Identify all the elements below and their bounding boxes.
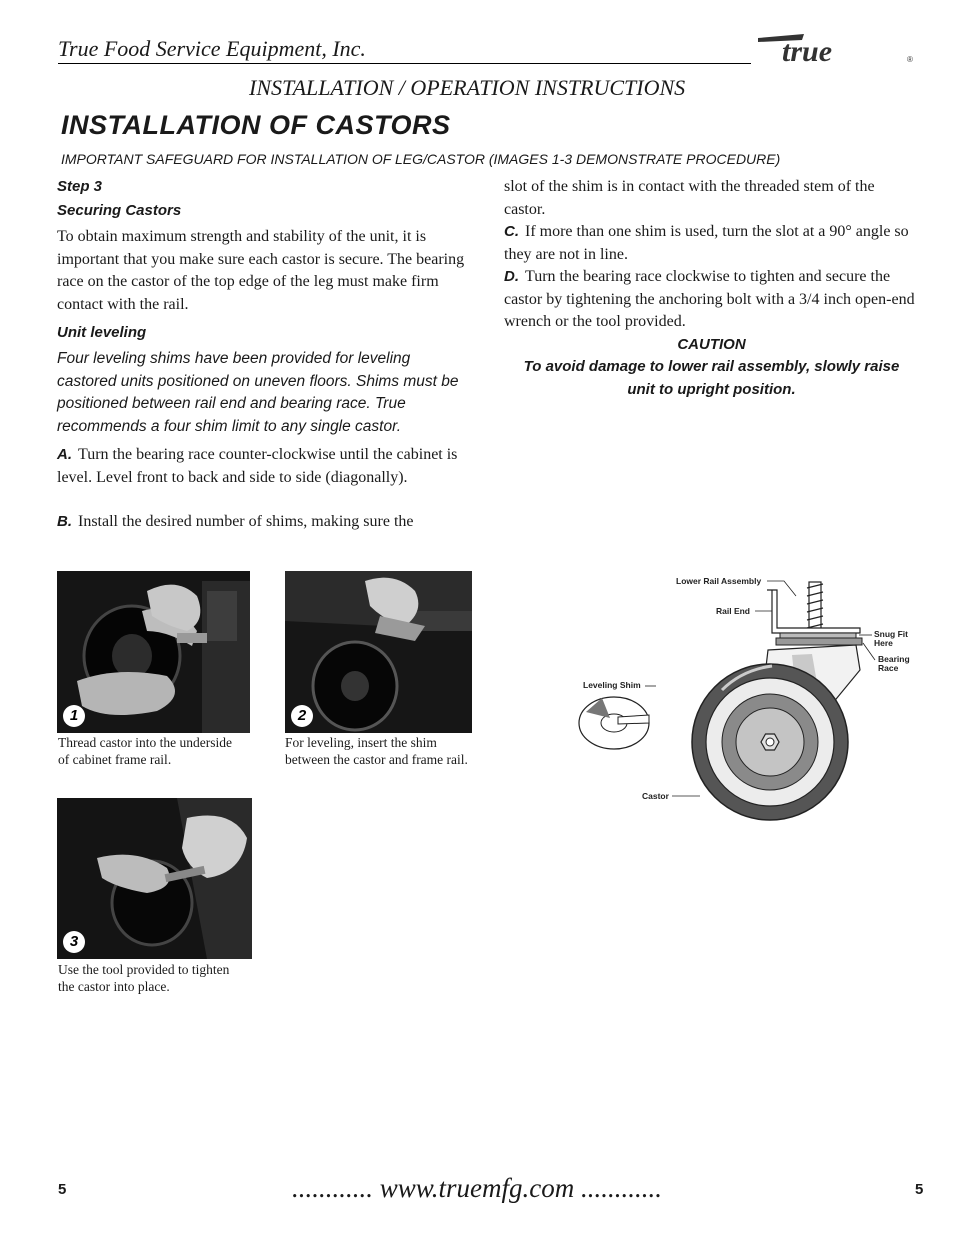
logo-text: true [782,35,833,68]
left-column [57,178,467,534]
photo-caption-2: For leveling, insert the shim between the castor and frame rail. [285,735,468,767]
page-number-left: 5 [58,1181,67,1198]
footer-url[interactable]: ............ www.truemfg.com ............ [292,1173,662,1203]
photo-tighten-castor [57,798,252,959]
unit-leveling-heading: Unit leveling [57,324,147,341]
photo-caption-1: Thread castor into the underside of cabinet frame rail. [58,735,232,767]
safeguard-note: IMPORTANT SAFEGUARD FOR INSTALLATION OF LEG/CASTOR (IMAGES 1-3 DEMONSTRATE PROCEDURE) [61,151,781,167]
threaded-stem [807,582,823,634]
step-d [504,266,919,334]
step-c [504,221,919,266]
right-column [504,176,919,401]
registered-mark: ® [907,55,913,64]
photo-thread-castor [57,571,250,733]
label-rail-end: Rail End [716,606,751,616]
step-c-letter: C. [504,223,519,240]
step-a-text: Turn the bearing race counter-clockwise until the cabinet is level. Level front to back and side to side (diagonally). [57,446,458,486]
page-number-right: 5 [915,1181,924,1198]
securing-castors-text: To obtain maximum strength and stability of the unit, it is important that you make sure each castor is secure. The bearing race on the castor of the top edge of the leg must make firm contact with the rail. [57,228,465,313]
photo-number-1: 1 [63,705,85,727]
step-d-letter: D. [504,268,519,285]
step-b-letter: B. [57,513,72,530]
header-rule [58,63,751,64]
label-bearing-race-2: Race [878,663,899,673]
caution-text: To avoid damage to lower rail assembly, slowly raise unit to upright position. [523,358,900,398]
photo-number-2: 2 [291,705,313,727]
true-logo [752,28,917,68]
label-snug-fit-2: Here [874,638,893,648]
page-subtitle: INSTALLATION / OPERATION INSTRUCTIONS [249,75,686,100]
photo-number-3: 3 [63,931,85,953]
castor-diagram [572,570,917,835]
step-d-text: Turn the bearing race clockwise to tighten and secure the castor by tightening the anchoring bolt with a 3/4 inch open-end wrench or the tool provided. [504,268,915,330]
leveling-shim-diagram [579,697,649,749]
continued-text: slot of the shim is in contact with the threaded stem of the castor. [504,178,875,218]
page-title: INSTALLATION OF CASTORS [61,110,451,140]
step-a [57,444,467,489]
label-bearing-race-1: Bearing [878,654,910,664]
step-a-letter: A. [57,446,72,463]
label-snug-fit-1: Snug Fit [874,629,908,639]
step-c-text: If more than one shim is used, turn the slot at a 90° angle so they are not in line. [504,223,909,263]
photo-caption-3: Use the tool provided to tighten the castor into place. [58,962,230,994]
label-leveling-shim: Leveling Shim [583,680,641,690]
step-heading: Step 3 [57,178,103,195]
label-lower-rail-assembly: Lower Rail Assembly [676,576,762,586]
company-name: True Food Service Equipment, Inc. [58,36,366,61]
unit-leveling-text: Four leveling shims have been provided for leveling castored units positioned on uneven floors. Shims must be positioned between rail end and bearing race. True recommends a four shim limit to any single castor. [57,350,459,435]
caution-title: CAUTION [677,335,746,353]
snug-shim [780,633,856,638]
photo-insert-shim [285,571,472,733]
bearing-race [776,638,862,645]
label-castor: Castor [642,791,669,801]
step-b [57,511,467,534]
securing-castors-heading: Securing Castors [57,202,182,219]
step-b-text: Install the desired number of shims, making sure the [78,513,414,530]
